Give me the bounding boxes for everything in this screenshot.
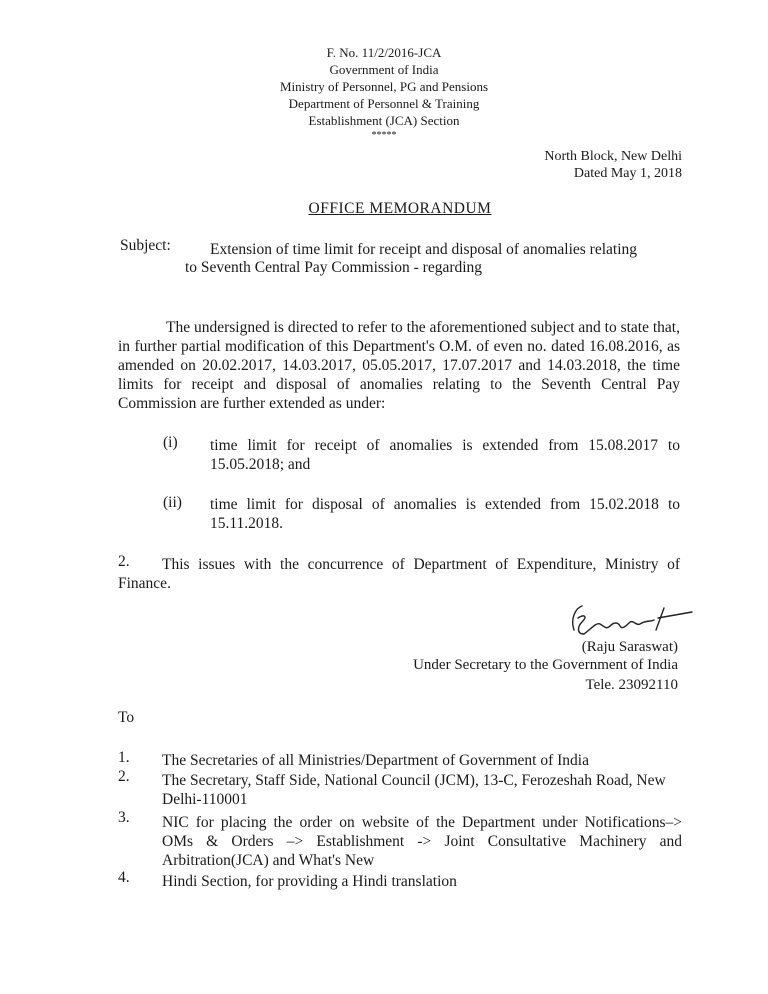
recipient-text: The Secretary, Staff Side, National Council (JCM), 13-C, Ferozeshah Road, New Delhi-110001 [162,772,666,808]
section-line: Establishment (JCA) Section [308,113,460,128]
recipient-text: NIC for placing the order on website of the Department under Notifications–> OMs & Orders –> Establishment -> Joint Consultative Machinery and Arbitration(JCA) and What's New [162,814,682,869]
recipient-number: 1. [118,749,130,766]
item-marker: (ii) [163,494,182,511]
date: Dated May 1, 2018 [573,166,682,181]
signatory-tele: Tele. 23092110 [585,677,678,693]
signatory-name: (Raju Saraswat) [581,639,678,655]
signatory-designation: Under Secretary to the Government of India [413,657,678,673]
recipient-text: Hindi Section, for providing a Hindi translation [162,873,457,890]
recipient-number: 4. [118,869,130,886]
government-line: Government of India [329,62,439,77]
place: North Block, New Delhi [544,149,682,164]
file-number: F. No. 11/2/2016-JCA [326,45,442,60]
ministry-line: Ministry of Personnel, PG and Pensions [280,79,488,94]
subject-line-2: to Seventh Central Pay Commission - regarding [185,259,483,276]
recipient-number: 3. [118,809,130,826]
subject-label: Subject: [120,237,171,254]
item-text: time limit for receipt of anomalies is extended from 15.08.2017 to 15.05.2018; and [210,437,680,473]
page-title: OFFICE MEMORANDUM [308,200,492,217]
item-text: time limit for disposal of anomalies is extended from 15.02.2018 to 15.11.2018. [210,496,680,532]
item-marker: (i) [163,434,178,451]
subject-line-1: Extension of time limit for receipt and disposal of anomalies relating [210,241,637,258]
to-label: To [118,709,135,726]
header-stars: ***** [371,130,397,141]
recipient-text: The Secretaries of all Ministries/Department of Government of India [162,752,589,769]
recipient-number: 2. [118,768,130,785]
paragraph-1: The undersigned is directed to refer to the aforementioned subject and to state that, in further partial modification of this Department's O.M. of even no. dated 16.08.2016, as amended on 20.02.2017, 14.03.2017, 05.05.2017, 17.07.2017 and 14.03.2018, the time limits for receipt and disposal of anomalies relating to the Seventh Central Pay Commission are further extended as under: [118,319,680,412]
department-line: Department of Personnel & Training [288,96,480,111]
paragraph-2-number: 2. [118,553,130,570]
signature-image [560,600,700,642]
paragraph-2: This issues with the concurrence of Department of Expenditure, Ministry of Finance. [118,556,680,592]
